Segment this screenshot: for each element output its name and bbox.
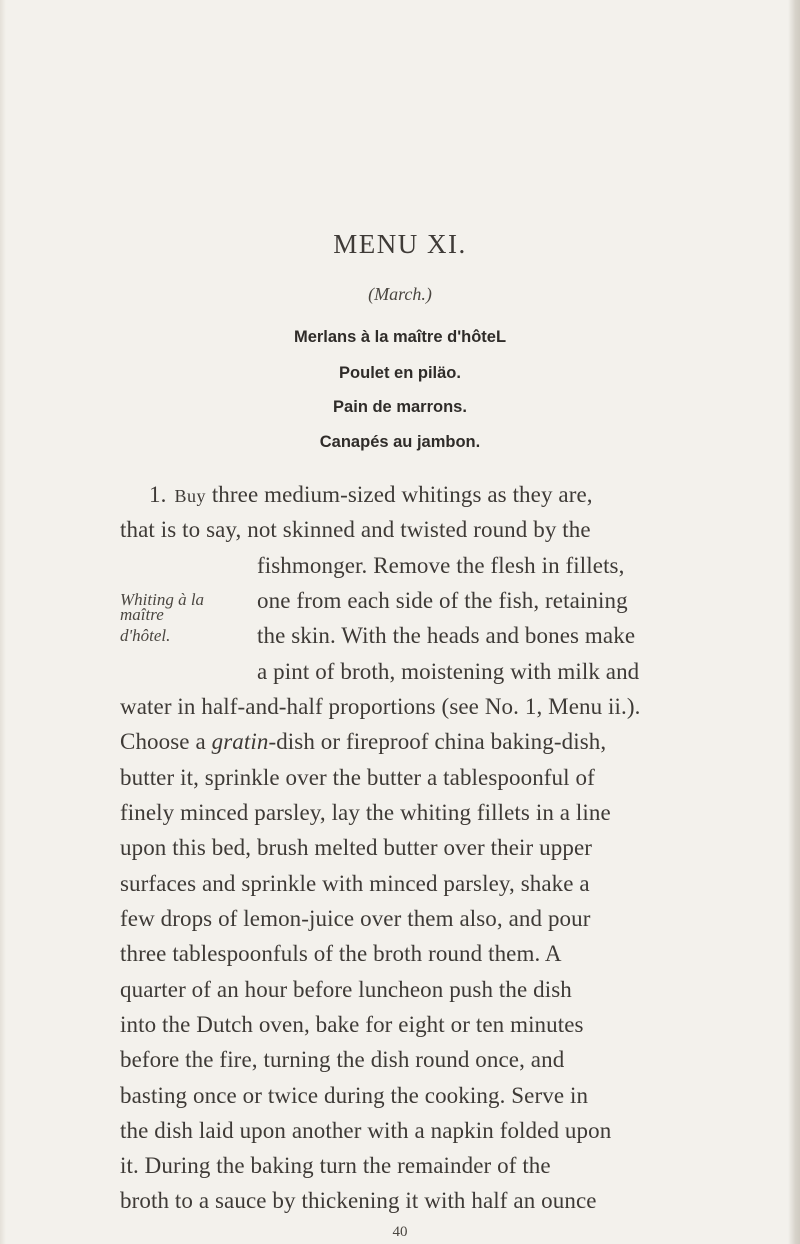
body-line: fishmonger. Remove the flesh in fillets, (257, 553, 625, 578)
body-line: the dish laid upon another with a napkin folded upon (120, 1118, 612, 1143)
body-line (149, 482, 593, 508)
body-line: water in half-and-half proportions (see No. 1, Menu ii.). (120, 694, 641, 719)
dish-line: Merlans à la maître d'hôteL (293, 328, 507, 346)
recipe-number: 1. (149, 482, 167, 507)
body-line: a pint of broth, moistening with milk and (257, 659, 640, 684)
sidenote-line: d'hôtel. (120, 626, 171, 645)
body-line: surfaces and sprinkle with minced parsley, shake a (120, 871, 590, 896)
body-line: upon this bed, brush melted butter over their upper (120, 835, 593, 860)
body-line: it. During the baking turn the remainder of the (120, 1153, 551, 1178)
body-line-text: three medium-sized whitings as they are, (205, 482, 593, 507)
body-line-text: Choose a (120, 729, 212, 754)
body-line: into the Dutch oven, bake for eight or ten minutes (120, 1012, 584, 1037)
sidenote-line: maître (120, 605, 164, 624)
sidenote-line: Whiting à la (120, 590, 205, 609)
body-line: one from each side of the fish, retaining (257, 588, 628, 613)
body-line: finely minced parsley, lay the whiting fillets in a line (120, 800, 611, 825)
recipe-first-word: Buy (174, 486, 206, 506)
body-line-text: -dish or fireproof china baking-dish, (268, 729, 607, 754)
dish-line: Canapés au jambon. (319, 433, 481, 451)
italic-term: gratin (211, 729, 269, 754)
body-line: broth to a sauce by thickening it with half an ounce (120, 1188, 597, 1213)
dish-line: Poulet en piläo. (339, 364, 461, 382)
body-line: few drops of lemon-juice over them also, and pour (120, 906, 591, 931)
body-line: the skin. With the heads and bones make (257, 623, 636, 648)
body-line: three tablespoonfuls of the broth round them. A (120, 941, 562, 966)
menu-month (0, 284, 800, 305)
body-line (120, 729, 606, 755)
body-line: before the fire, turning the dish round once, and (120, 1047, 565, 1072)
page-right-edge (788, 0, 800, 1244)
menu-month-text: (March.) (368, 284, 432, 304)
body-line: butter it, sprinkle over the butter a tablespoonful of (120, 765, 595, 790)
body-line: quarter of an hour before luncheon push the dish (120, 977, 572, 1002)
dish-line: Pain de marrons. (333, 398, 467, 416)
body-line: basting once or twice during the cooking. Serve in (120, 1083, 589, 1108)
body-line: that is to say, not skinned and twisted round by the (120, 517, 591, 542)
page-left-edge (0, 0, 6, 1244)
page-number: 40 (392, 1224, 408, 1240)
menu-title: MENU XI. (333, 229, 467, 259)
